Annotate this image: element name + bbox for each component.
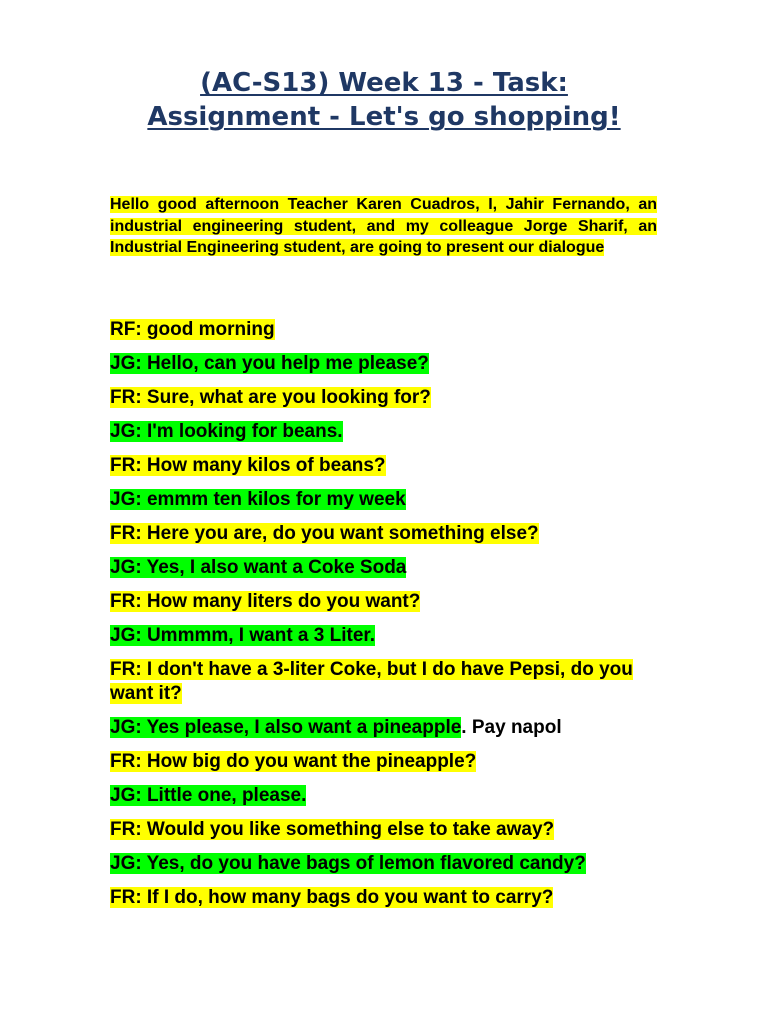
document-title — [100, 66, 668, 134]
title-line-1: (AC-S13) Week 13 - Task: — [200, 68, 568, 98]
dialogue-line — [110, 556, 670, 580]
dialogue-line — [110, 352, 670, 376]
dialogue-line — [110, 590, 670, 614]
dialogue-list — [110, 318, 670, 920]
dialogue-line-text: FR: How many liters do you want? — [110, 591, 421, 612]
dialogue-line — [110, 852, 670, 876]
dialogue-line — [110, 624, 670, 648]
dialogue-line-text: FR: How many kilos of beans? — [110, 455, 386, 476]
dialogue-line — [110, 318, 670, 342]
dialogue-line-suffix: . Pay napol — [461, 716, 562, 738]
intro-text: Hello good afternoon Teacher Karen Cuadros, I, Jahir Fernando, an industrial engineering student, and my colleague Jorge Sharif, an Industrial Engineering student, are going to present our dialogue — [110, 196, 657, 256]
title-line-2: Assignment - Let's go shopping! — [147, 102, 621, 132]
dialogue-line-text: JG: emmm ten kilos for my week — [110, 489, 406, 510]
dialogue-line-text: JG: Yes please, I also want a pineapple — [110, 716, 462, 738]
dialogue-line — [110, 818, 670, 842]
dialogue-line-text: JG: Yes, I also want a Coke Soda — [110, 557, 407, 578]
intro-paragraph — [110, 194, 657, 259]
dialogue-line-text: FR: Would you like something else to take away? — [110, 818, 555, 840]
dialogue-line-text: FR: If I do, how many bags do you want to carry? — [110, 886, 554, 908]
dialogue-line — [110, 784, 670, 808]
dialogue-line — [110, 750, 670, 774]
dialogue-line — [110, 658, 670, 705]
dialogue-line-text: FR: Here you are, do you want something else? — [110, 523, 539, 544]
dialogue-line — [110, 522, 670, 546]
dialogue-line-text: JG: I'm looking for beans. — [110, 421, 343, 442]
dialogue-line-text: FR: Sure, what are you looking for? — [110, 387, 431, 408]
dialogue-line — [110, 420, 670, 444]
dialogue-line — [110, 454, 670, 478]
dialogue-line-text: FR: How big do you want the pineapple? — [110, 750, 477, 772]
dialogue-line-text: JG: Hello, can you help me please? — [110, 353, 429, 374]
dialogue-line — [110, 488, 670, 512]
dialogue-line — [110, 716, 670, 740]
dialogue-line-text: JG: Little one, please. — [110, 784, 307, 806]
dialogue-line — [110, 386, 670, 410]
dialogue-line-text: JG: Ummmm, I want a 3 Liter. — [110, 625, 376, 646]
dialogue-line-text: FR: I don't have a 3-liter Coke, but I do have Pepsi, do you want it? — [110, 659, 633, 704]
dialogue-line-text: RF: good morning — [110, 319, 275, 340]
dialogue-line — [110, 886, 670, 910]
dialogue-line-text: JG: Yes, do you have bags of lemon flavored candy? — [110, 852, 586, 874]
